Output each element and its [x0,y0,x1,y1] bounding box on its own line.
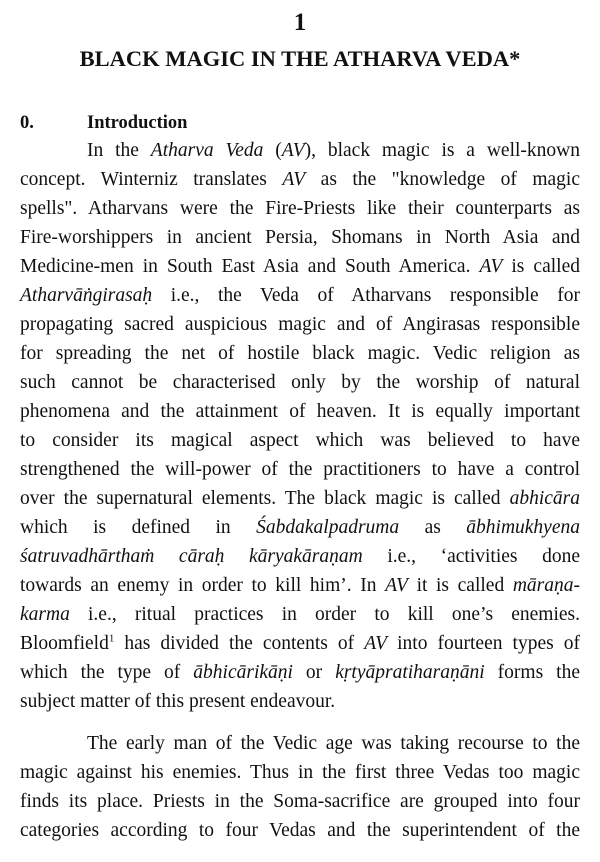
chapter-number: 1 [293,9,307,36]
text-line: phenomena and the attainment of heaven. It is equally important [20,401,580,422]
text-line: Atharvāṅgirasaḥ i.e., the Veda of Atharvans responsible for [20,285,580,306]
text-line: to consider its magical aspect which was believed to have [20,430,580,451]
section-number: 0. [20,113,34,133]
text-line: subject matter of this present endeavour. [20,691,336,712]
text-line: Medicine-men in South East Asia and South America. AV is called [20,256,580,277]
text-line: categories according to four Vedas and the superintendent of the [20,820,580,841]
text-line: śatruvadhārthaṁ cāraḥ kāryakāraṇam i.e., ‘activities done [20,546,580,567]
text-line: Bloomfield$^1$ has divided the contents of AV into fourteen types of [20,632,580,654]
text-line: which the type of ābhicārikāṇi or kṛtyāpratiharaṇāni forms the [20,662,580,683]
text-line: over the supernatural elements. The black magic is called abhicāra [20,488,580,509]
text-line: spells". Atharvans were the Fire-Priests like their counterparts as [20,198,580,219]
text-line: finds its place. Priests in the Soma-sacrifice are grouped into four [20,791,580,812]
chapter-title: BLACK MAGIC IN THE ATHARVA VEDA* [79,46,521,71]
text-line: towards an enemy in order to kill him’. In AV it is called māraṇa- [20,575,580,596]
text-line: concept. Winterniz translates AV as the "knowledge of magic [20,169,580,190]
section-heading [20,110,580,136]
text-line: karma i.e., ritual practices in order to kill one’s enemies. [20,604,580,625]
section-title: Introduction [87,113,188,133]
text-line: which is defined in Śabdakalpadruma as ābhimukhyena [20,517,580,538]
text-line: magic against his enemies. Thus in the first three Vedas too magic [20,762,580,783]
text-line: The early man of the Vedic age was taking recourse to the [87,733,580,754]
text-line: for spreading the net of hostile black magic. Vedic religion as [20,343,580,364]
text-line: such cannot be characterised only by the worship of natural [20,372,580,393]
footnote-ref: 1 [108,632,115,645]
text-line: propagating sacred auspicious magic and of Angirasas responsible [20,314,580,335]
text-line: In the Atharva Veda (AV), black magic is a well-known [87,140,580,161]
text-line: strengthened the will-power of the practitioners to have a control [20,459,580,480]
text-line: Fire-worshippers in ancient Persia, Shomans in North Asia and [20,227,580,248]
